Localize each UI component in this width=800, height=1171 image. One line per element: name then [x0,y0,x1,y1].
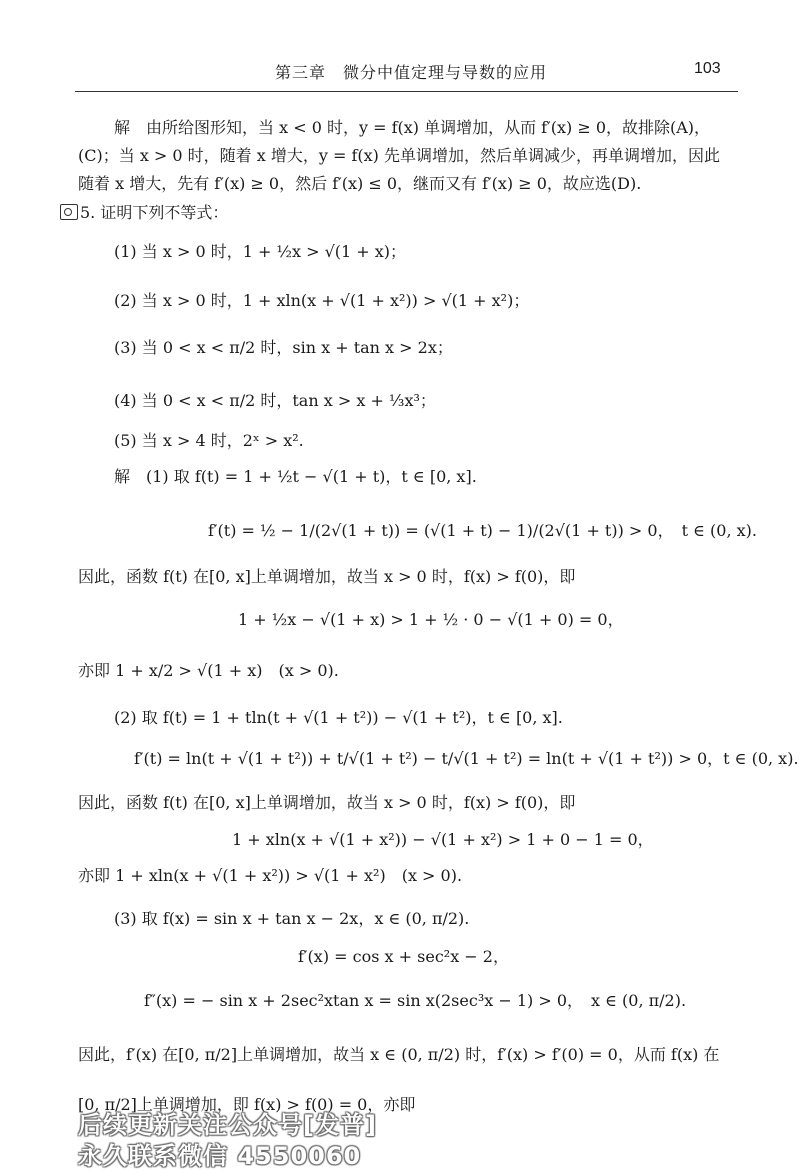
watermark-line-1: 后续更新关注公众号[发普] [78,1111,377,1139]
header-rule [75,91,738,92]
text-line [60,202,228,224]
page-number: 103 [694,60,721,77]
problem-heading: 5. 证明下列不等式： [80,203,229,222]
text-line: [0, π/2]上单调增加，即 f(x) > f(0) = 0，亦即 [78,1095,416,1114]
text-line: 因此，函数 f(t) 在[0, x]上单调增加，故当 x > 0 时，f(x) > f(0)，即 [78,567,576,586]
magnifier-icon [60,204,78,220]
text-line: (C)；当 x > 0 时，随着 x 增大，y = f(x) 先单调增加，然后单调减少，再单调增加，因此 [78,146,721,165]
text-line: (4) 当 0 < x < π/2 时，tan x > x + ⅓x³； [114,391,436,410]
chapter-title: 第三章 微分中值定理与导数的应用 [275,63,548,82]
text-line: (2) 当 x > 0 时，1 + xln(x + √(1 + x²)) > √(1 + x²)； [114,291,530,310]
text-line: f′(t) = ½ − 1/(2√(1 + t)) = (√(1 + t) − 1)/(2√(1 + t)) > 0， t ∈ (0, x). [208,521,757,540]
text-line: (5) 当 x > 4 时，2ˣ > x². [114,431,304,450]
watermark-line-2: 永久联系微信 4550060 [78,1142,362,1170]
text-line: f′(x) = cos x + sec²x − 2， [298,947,509,966]
text-line: 随着 x 增大，先有 f′(x) ≥ 0，然后 f′(x) ≤ 0，继而又有 f′(x) ≥ 0，故应选(D). [78,174,642,193]
text-line: 亦即 1 + xln(x + √(1 + x²)) > √(1 + x²) (x > 0). [78,866,463,885]
text-line: 因此，函数 f(t) 在[0, x]上单调增加，故当 x > 0 时，f(x) > f(0)，即 [78,793,576,812]
text-line: (3) 当 0 < x < π/2 时，sin x + tan x > 2x； [114,338,453,357]
text-line: f″(x) = − sin x + 2sec²xtan x = sin x(2sec³x − 1) > 0， x ∈ (0, π/2). [144,991,687,1010]
text-line: 亦即 1 + x/2 > √(1 + x) (x > 0). [78,661,339,680]
text-line: f′(t) = ln(t + √(1 + t²)) + t/√(1 + t²) − t/√(1 + t²) = ln(t + √(1 + t²)) > 0，t ∈ (0, x). [134,749,799,768]
text-line: 解 由所给图形知，当 x < 0 时，y = f(x) 单调增加，从而 f′(x) ≥ 0，故排除(A)， [114,118,711,137]
text-line: (2) 取 f(t) = 1 + tln(t + √(1 + t²)) − √(1 + t²)，t ∈ [0, x]. [114,708,563,727]
text-line: (1) 当 x > 0 时，1 + ½x > √(1 + x)； [114,242,407,261]
text-line: 解 (1) 取 f(t) = 1 + ½t − √(1 + t)，t ∈ [0, x]. [114,467,477,486]
text-line: 1 + xln(x + √(1 + x²)) − √(1 + x²) > 1 + 0 − 1 = 0， [232,830,654,849]
text-line: 因此，f′(x) 在[0, π/2]上单调增加，故当 x ∈ (0, π/2) 时，f′(x) > f′(0) = 0，从而 f(x) 在 [78,1045,720,1064]
text-line: 1 + ½x − √(1 + x) > 1 + ½ · 0 − √(1 + 0) = 0， [238,610,624,629]
text-line: (3) 取 f(x) = sin x + tan x − 2x，x ∈ (0, π/2). [114,909,470,928]
